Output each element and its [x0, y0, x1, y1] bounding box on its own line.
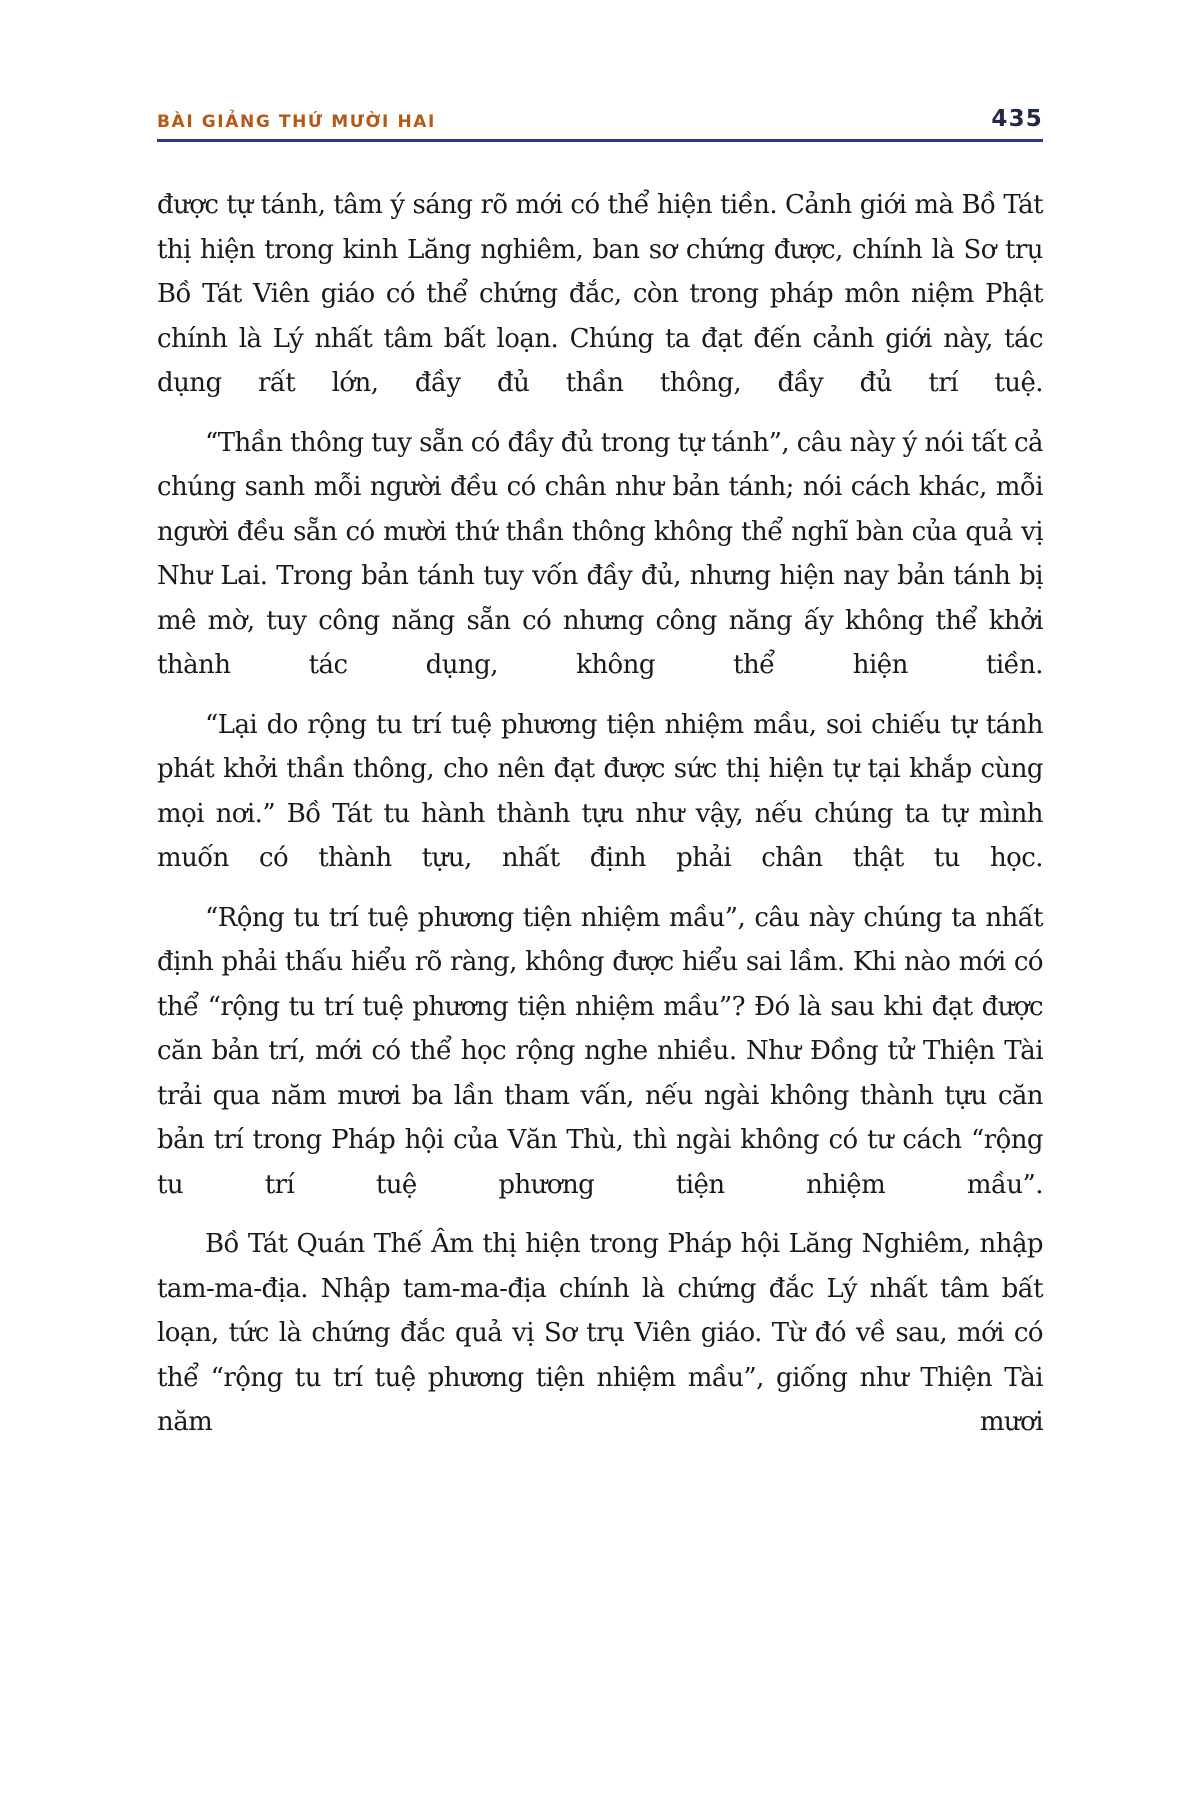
running-title: BÀI GIẢNG THỨ MƯỜI HAI: [157, 112, 436, 132]
paragraph-1: được tự tánh, tâm ý sáng rõ mới có thể hiện tiền. Cảnh giới mà Bồ Tát thị hiện trong kinh Lăng nghiêm, ban sơ chứng được, chính là Sơ trụ Bồ Tát Viên giáo có thể chứng đắc, còn trong pháp môn niệm Phật chính là Lý nhất tâm bất loạn. Chúng ta đạt đến cảnh giới này, tác dụng rất lớn, đầy đủ thần thông, đầy đủ trí tuệ.: [157, 190, 1043, 398]
paragraph-2: “Thần thông tuy sẵn có đầy đủ trong tự tánh”, câu này ý nói tất cả chúng sanh mỗi người đều có chân như bản tánh; nói cách khác, mỗi người đều sẵn có mười thứ thần thông không thể nghĩ bàn của quả vị Như Lai. Trong bản tánh tuy vốn đầy đủ, nhưng hiện nay bản tánh bị mê mờ, tuy công năng sẵn có nhưng công năng ấy không thể khởi thành tác dụng, không thể hiện tiền.: [157, 427, 1043, 680]
paragraph-5: Bồ Tát Quán Thế Âm thị hiện trong Pháp hội Lăng Nghiêm, nhập tam-ma-địa. Nhập tam-ma-địa chính là chứng đắc Lý nhất tâm bất loạn, tức là chứng đắc quả vị Sơ trụ Viên giáo. Từ đó về sau, mới có thể “rộng tu trí tuệ phương tiện nhiệm mầu”, giống như Thiện Tài năm mươi: [157, 1229, 1043, 1437]
page-header: [157, 96, 1043, 142]
paragraph-4: “Rộng tu trí tuệ phương tiện nhiệm mầu”, câu này chúng ta nhất định phải thấu hiểu rõ ràng, không được hiểu sai lầm. Khi nào mới có thể “rộng tu trí tuệ phương tiện nhiệm mầu”? Đó là sau khi đạt được căn bản trí, mới có thể học rộng nghe nhiều. Như Đồng tử Thiện Tài trải qua năm mươi ba lần tham vấn, nếu ngài không thành tựu căn bản trí trong Pháp hội của Văn Thù, thì ngài không có tư cách “rộng tu trí tuệ phương tiện nhiệm mầu”.: [157, 902, 1043, 1200]
page-number: 435: [991, 106, 1043, 132]
header-rule: [157, 139, 1043, 142]
paragraph-3: “Lại do rộng tu trí tuệ phương tiện nhiệm mầu, soi chiếu tự tánh phát khởi thần thông, cho nên đạt được sức thị hiện tự tại khắp cùng mọi nơi.” Bồ Tát tu hành thành tựu như vậy, nếu chúng ta tự mình muốn có thành tựu, nhất định phải chân thật tu học.: [157, 709, 1043, 873]
body-text: [157, 183, 1043, 1445]
